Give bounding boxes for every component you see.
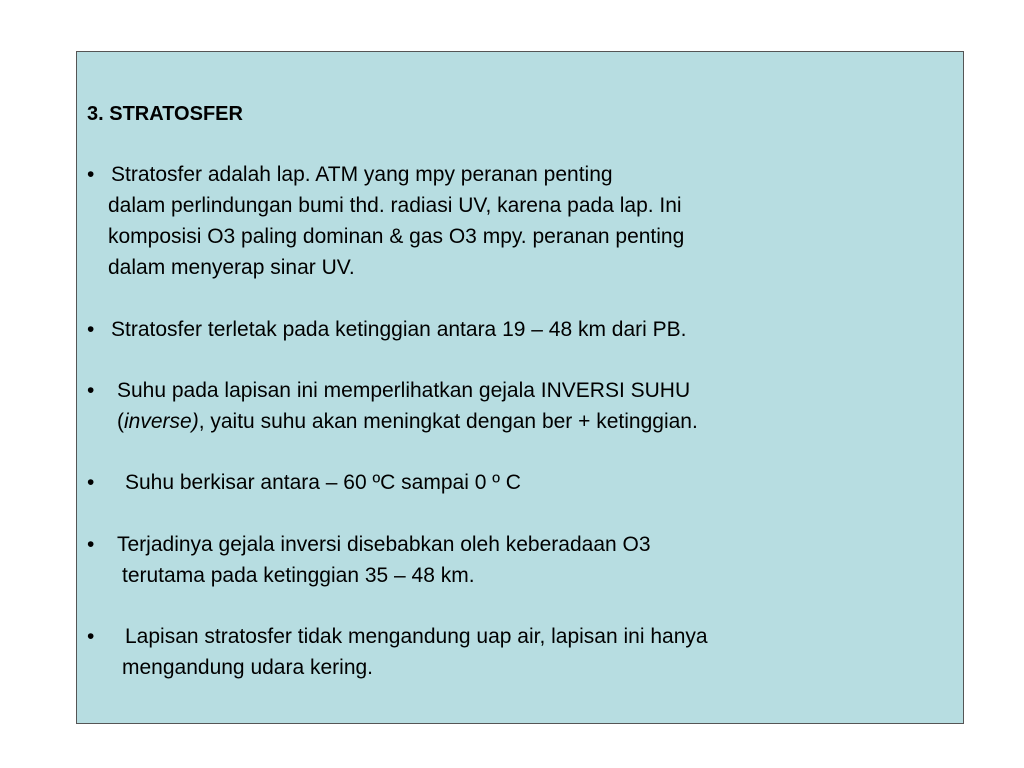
bullet-5-line-2: terutama pada ketinggian 35 – 48 km. xyxy=(122,564,475,587)
bullet-marker: • xyxy=(87,163,95,186)
bullet-6-line-1: Lapisan stratosfer tidak mengandung uap air, lapisan ini hanya xyxy=(125,625,708,648)
content-box xyxy=(76,51,964,724)
bullet-2-line-1: Stratosfer terletak pada ketinggian antara 19 – 48 km dari PB. xyxy=(111,318,687,341)
bullet-marker: • xyxy=(87,533,95,556)
bullet-1-line-2: dalam perlindungan bumi thd. radiasi UV, karena pada lap. Ini xyxy=(108,194,682,217)
bullet-1-line-1: Stratosfer adalah lap. ATM yang mpy peranan penting xyxy=(111,163,613,186)
bullet-3-line-1: Suhu pada lapisan ini memperlihatkan gejala INVERSI SUHU xyxy=(117,379,691,402)
bullet-3-line-2 xyxy=(117,409,698,435)
bullet-5-line-1: Terjadinya gejala inversi disebabkan oleh keberadaan O3 xyxy=(117,533,651,556)
bullet-4-line-1: Suhu berkisar antara – 60 ºC sampai 0 º C xyxy=(125,471,521,494)
bullet-3-line-2-rest: , yaitu suhu akan meningkat dengan ber + ketinggian. xyxy=(198,410,698,433)
slide-heading: 3. STRATOSFER xyxy=(87,103,243,125)
bullet-marker: • xyxy=(87,471,95,494)
bullet-marker: • xyxy=(87,379,95,402)
bullet-3-open-paren: ( xyxy=(117,410,124,433)
bullet-6-line-2: mengandung udara kering. xyxy=(122,656,374,679)
bullet-marker: • xyxy=(87,625,95,648)
bullet-1-line-3: komposisi O3 paling dominan & gas O3 mpy. peranan penting xyxy=(108,225,685,248)
bullet-marker: • xyxy=(87,318,95,341)
bullet-1-line-4: dalam menyerap sinar UV. xyxy=(108,256,355,279)
bullet-3-italic-term: inverse) xyxy=(124,410,199,433)
